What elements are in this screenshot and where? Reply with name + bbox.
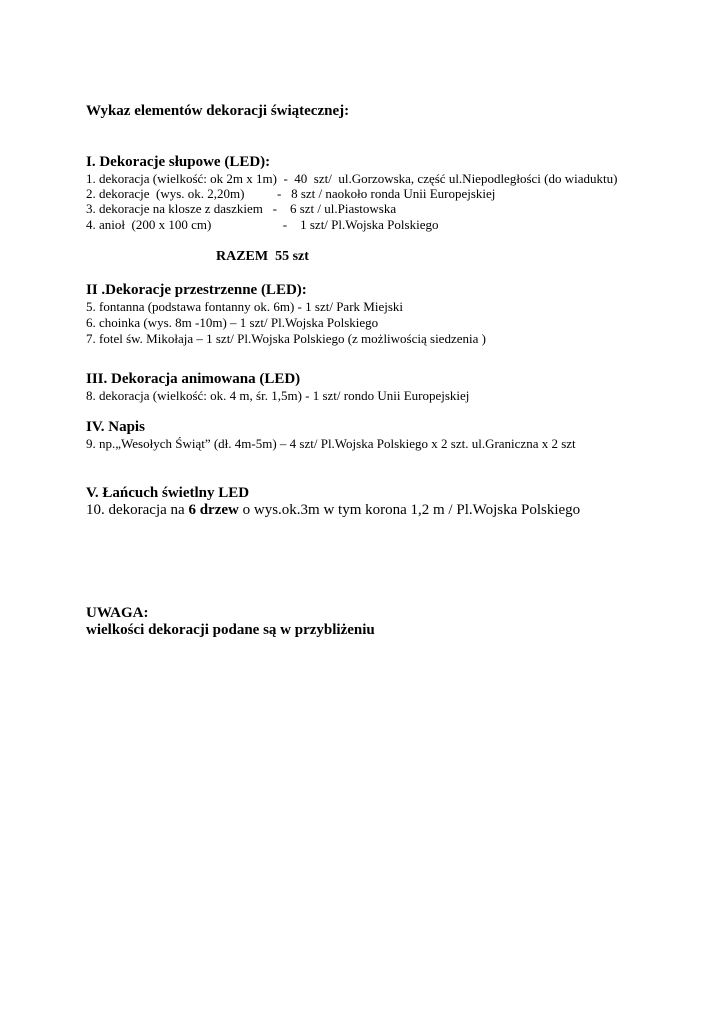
list-item: 5. fontanna (podstawa fontanny ok. 6m) - 1 szt/ Park Miejski — [86, 299, 403, 314]
note-heading: UWAGA: — [86, 605, 149, 621]
list-item: 6. choinka (wys. 8m -10m) – 1 szt/ Pl.Wojska Polskiego — [86, 315, 379, 330]
section-5-heading: V. Łańcuch świetlny LED — [86, 485, 250, 501]
section-3-heading: III. Dekoracja animowana (LED) — [86, 371, 301, 387]
section-2-heading: II .Dekoracje przestrzenne (LED): — [86, 282, 307, 298]
list-item: 2. dekoracje (wys. ok. 2,20m) - 8 szt / naokoło ronda Unii Europejskiej — [86, 186, 496, 201]
note-text: wielkości dekoracji podane są w przybliżeniu — [86, 622, 375, 638]
section-1-total: RAZEM 55 szt — [216, 249, 309, 264]
item-emphasis: 6 drzew — [188, 502, 239, 518]
section-5-item — [86, 503, 580, 518]
list-item: 8. dekoracja (wielkość: ok. 4 m, śr. 1,5m) - 1 szt/ rondo Unii Europejskiej — [86, 388, 470, 403]
section-4-heading: IV. Napis — [86, 419, 145, 435]
list-item: 1. dekoracja (wielkość: ok 2m x 1m) - 40 szt/ ul.Gorzowska, część ul.Niepodległości (do wiaduktu) — [86, 171, 618, 186]
document-title: Wykaz elementów dekoracji świątecznej: — [86, 103, 350, 119]
list-item: 7. fotel św. Mikołaja – 1 szt/ Pl.Wojska Polskiego (z możliwością siedzenia ) — [86, 331, 486, 346]
item-suffix: o wys.ok.3m w tym korona 1,2 m / Pl.Wojska Polskiego — [238, 502, 581, 518]
list-item: 3. dekoracje na klosze z daszkiem - 6 szt / ul.Piastowska — [86, 201, 397, 216]
list-item: 4. anioł (200 x 100 cm) - 1 szt/ Pl.Wojska Polskiego — [86, 217, 439, 232]
item-prefix: 10. dekoracja na — [86, 502, 189, 518]
list-item: 9. np.„Wesołych Świąt” (dł. 4m-5m) – 4 szt/ Pl.Wojska Polskiego x 2 szt. ul.Graniczna x 2 szt — [86, 436, 576, 451]
section-1-heading: I. Dekoracje słupowe (LED): — [86, 154, 271, 170]
